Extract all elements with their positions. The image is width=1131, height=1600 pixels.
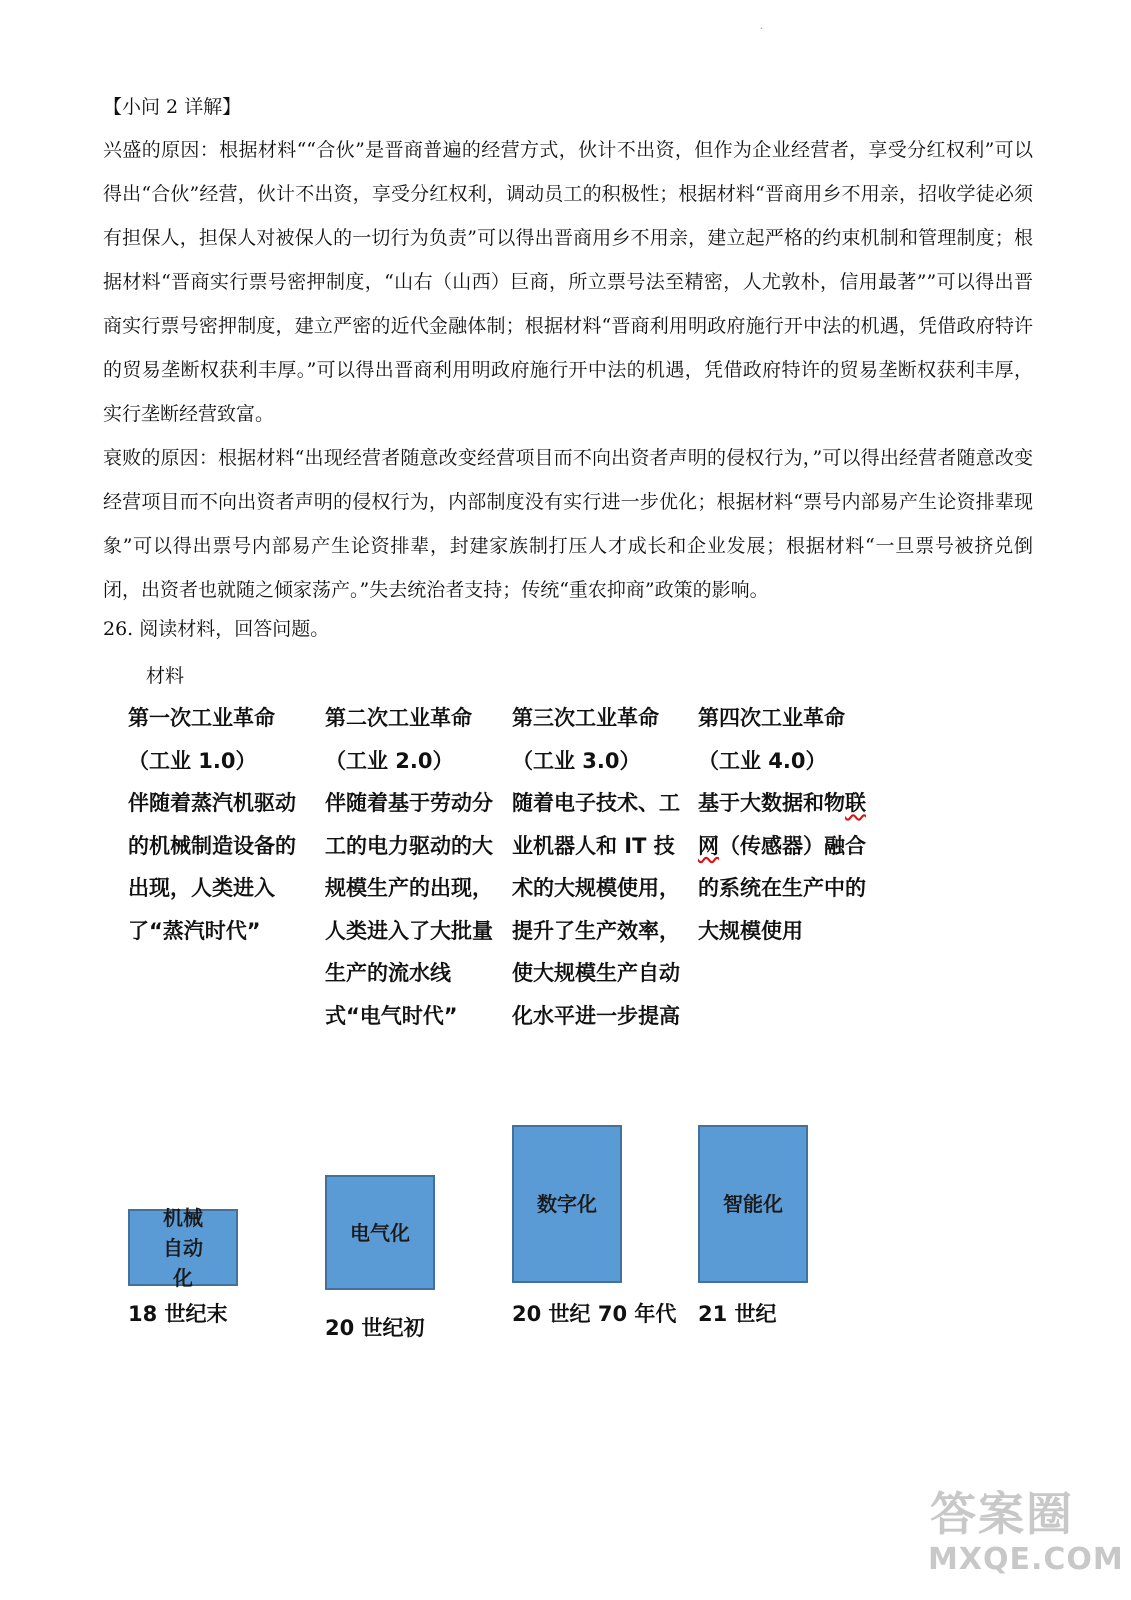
era-label: 18 世纪末 xyxy=(128,1302,228,1326)
era-label: 20 世纪 70 年代 xyxy=(512,1302,677,1326)
stage-box-intelligentization xyxy=(698,1125,808,1283)
era-label: 20 世纪初 xyxy=(325,1316,425,1340)
revolution-subtitle: （工业 4.0） xyxy=(698,748,827,773)
watermark-site-text: MXQE.COM xyxy=(928,1542,1124,1577)
revolution-description xyxy=(698,791,866,943)
revolution-column-1 xyxy=(128,697,308,952)
stage-box-electrification xyxy=(325,1175,435,1290)
description-part: 基于大数据和物 xyxy=(698,791,845,815)
question-26: 26. 阅读材料，回答问题。 xyxy=(103,618,330,640)
era-label: 21 世纪 xyxy=(698,1302,777,1326)
stage-label: 电气化 xyxy=(350,1220,410,1245)
material-label: 材料 xyxy=(146,665,185,687)
page-mark: · xyxy=(760,24,764,35)
revolution-description: 伴随着蒸汽机驱动的机械制造设备的出现，人类进入了“蒸汽时代” xyxy=(128,791,296,943)
revolution-subtitle: （工业 3.0） xyxy=(512,748,641,773)
stage-label: 数字化 xyxy=(537,1192,597,1216)
revolution-description: 随着电子技术、工业机器人和 IT 技术的大规模使用，提升了生产效率，使大规模生产自动化水平进一步提高 xyxy=(512,791,680,1028)
stage-label: 机械自动化 xyxy=(163,1205,203,1290)
revolution-column-2 xyxy=(325,697,503,1037)
revolution-title: 第三次工业革命 xyxy=(512,706,659,730)
revolution-title: 第一次工业革命 xyxy=(128,706,275,730)
revolution-description: 伴随着基于劳动分工的电力驱动的大规模生产的出现，人类进入了大批量生产的流水线式“电气时代” xyxy=(325,791,493,1028)
stage-box-digitalization xyxy=(512,1125,622,1283)
revolution-column-4 xyxy=(698,697,876,952)
stage-label: 智能化 xyxy=(723,1192,783,1216)
revolution-title: 第二次工业革命 xyxy=(325,706,472,730)
revolution-subtitle: （工业 2.0） xyxy=(325,748,454,773)
revolution-subtitle: （工业 1.0） xyxy=(128,748,257,773)
description-part: （传感器）融合的系统在生产中的大规模使用 xyxy=(698,833,866,943)
stage-box-mechanization xyxy=(128,1205,238,1290)
decline-reasons-paragraph: 衰败的原因：根据材料“出现经营者随意改变经营项目而不向出资者声明的侵权行为，”可以得出经营者随意改变经营项目而不向出资者声明的侵权行为，内部制度没有实行进一步优化；根据材料“票号内部易产生论资排辈现象”可以得出票号内部易产生论资排辈，封建家族制打压人才成长和企业发展；根据材料“一旦票号被挤兑倒闭，出资者也就随之倾家荡产。”失去统治者支持；传统“重农抑商”政策的影响。 xyxy=(103,447,1033,601)
watermark-logo xyxy=(920,1478,1124,1590)
watermark-logo-text: 答案圈 xyxy=(930,1487,1074,1541)
spellcheck-underlined-word: 联网 xyxy=(698,791,866,858)
revolution-title: 第四次工业革命 xyxy=(698,706,845,730)
section-title: 【小问 2 详解】 xyxy=(103,96,242,118)
revolution-column-3 xyxy=(512,697,690,1037)
rise-reasons-paragraph: 兴盛的原因：根据材料““合伙”是晋商普遍的经营方式，伙计不出资，但作为企业经营者，享受分红权利”可以得出“合伙”经营，伙计不出资，享受分红权利，调动员工的积极性；根据材料“晋商用乡不用亲，招收学徒必须有担保人，担保人对被保人的一切行为负责”可以得出晋商用乡不用亲，建立起严格的约束机制和管理制度；根据材料“晋商实行票号密押制度，“山右（山西）巨商，所立票号法至精密，人尤敦朴，信用最著””可以得出晋商实行票号密押制度，建立严密的近代金融体制；根据材料“晋商利用明政府施行开中法的机遇，凭借政府特许的贸易垄断权获利丰厚。”可以得出晋商利用明政府施行开中法的机遇，凭借政府特许的贸易垄断权获利丰厚，实行垄断经营致富。 xyxy=(103,139,1033,425)
